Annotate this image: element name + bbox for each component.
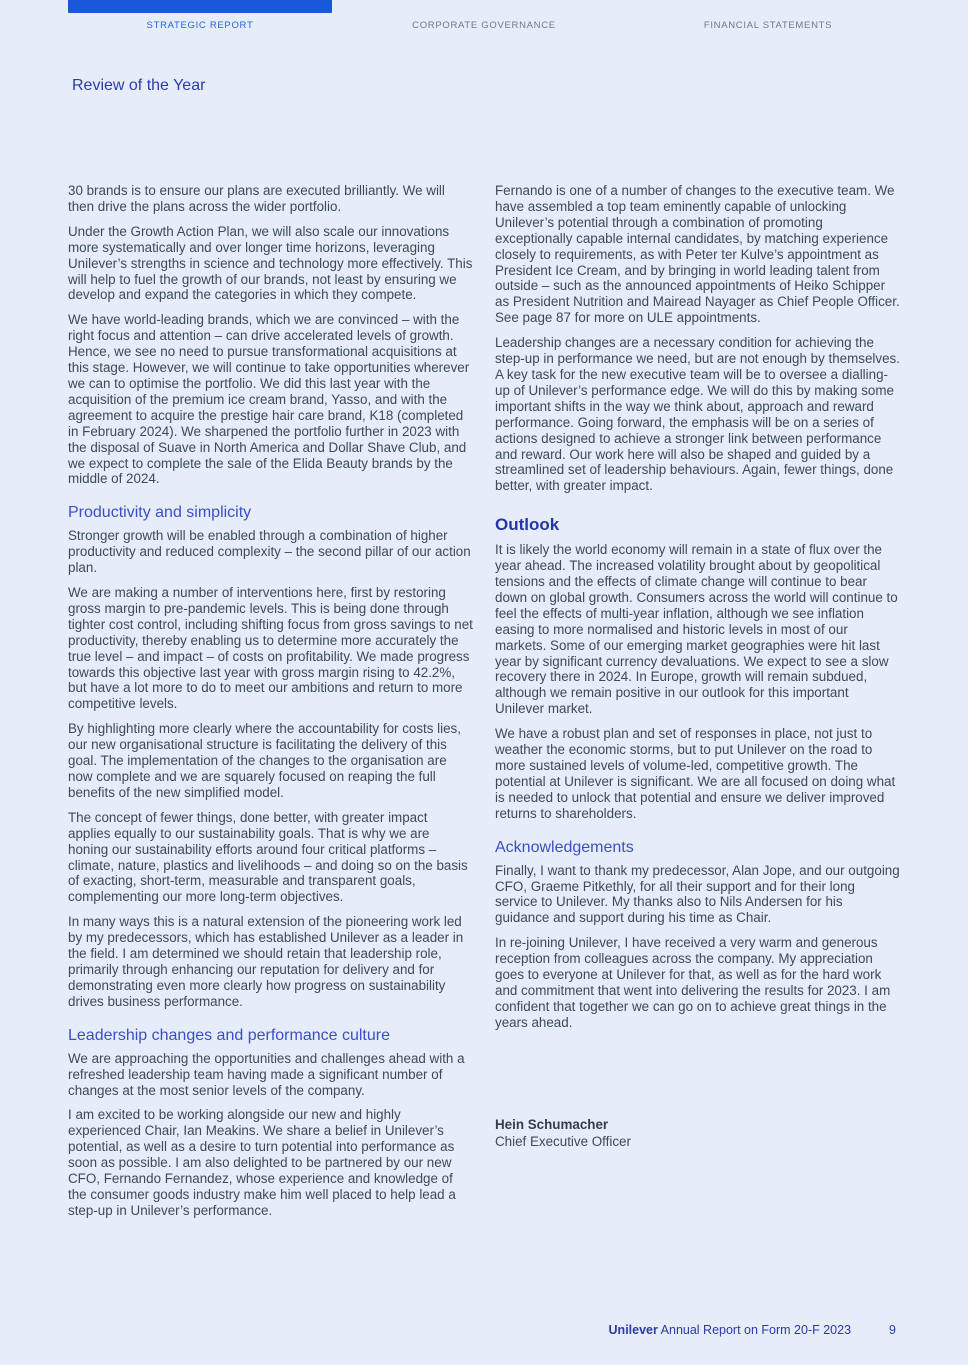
paragraph: Under the Growth Action Plan, we will also scale our innovations more systematically and over longer time horizons, leveraging Unilever’s strengths in science and technology more effectively. This will help to fuel the growth of our brands, not least by ensuring we develop and expand the categories in which they compete. xyxy=(68,223,473,303)
paragraph: We have world-leading brands, which we are convinced – with the right focus and attention – can drive accelerated levels of growth. Hence, we see no need to pursue transformational acquisitions at this stage. However, we will continue to take opportunities wherever we can to optimise the portfolio. We did this last year with the acquisition of the premium ice cream brand, Yasso, and with the agreement to acquire the prestige hair care brand, K18 (completed in February 2024). We sharpened the portfolio further in 2023 with the disposal of Suave in North America and Dollar Shave Club, and we expect to complete the sale of the Elida Beauty brands by the middle of 2024. xyxy=(68,312,470,487)
paragraph: I am excited to be working alongside our new and highly experienced Chair, Ian Meakins. We share a belief in Unilever’s potential, as well as a desire to turn potential into performance as soon as possible. I am also delighted to be partnered by our new CFO, Fernando Fernandez, whose experience and knowledge of the consumer goods industry make him well placed to help lead a step-up in Unilever’s performance. xyxy=(68,1107,456,1218)
paragraph: It is likely the world economy will remain in a state of flux over the year ahead. The increased volatility brought about by geopolitical tensions and the effects of climate change will continue to bear down on global growth. Consumers across the world will continue to feel the effects of multi-year inflation, although we see inflation easing to more normalised and historic levels in most of our markets. Some of our emerging market geographies were hit last year by significant currency devaluations. We expect to see a slow recovery there in 2024. In Europe, growth will remain subdued, although we remain positive in our outlook for this important Unilever market. xyxy=(495,542,898,717)
footer-report-title xyxy=(609,1323,852,1337)
page-title: Review of the Year xyxy=(72,77,206,94)
paragraph: In re-joining Unilever, I have received a very warm and generous reception from colleagues across the company. My appreciation goes to everyone at Unilever for that, as well as for the hard work and commitment that went into delivering the results for 2023. I am confident that together we can go on to achieve great things in the years ahead. xyxy=(495,935,891,1030)
paragraph: Stronger growth will be enabled through a combination of higher productivity and reduced complexity – the second pillar of our action plan. xyxy=(68,528,471,576)
article-body xyxy=(68,183,900,1228)
footer-report-name: Annual Report on Form 20-F 2023 xyxy=(657,1323,852,1337)
paragraph: Fernando is one of a number of changes to the executive team. We have assembled a top team eminently capable of unlocking Unilever’s potential through a combination of promoting exceptionally capable internal candidates, by matching experience closely to requirements, as with Peter ter Kulve’s appointment as President Ice Cream, and by bringing in world leading talent from outside – such as the announced appointments of Heiko Schipper as President Nutrition and Mairead Nayager as Chief People Officer. See page 87 for more on ULE appointments. xyxy=(495,183,900,326)
footer-brand: Unilever xyxy=(608,1323,658,1337)
tab-indicator-slot xyxy=(352,0,616,13)
tab-label: STRATEGIC REPORT xyxy=(146,20,254,31)
section-heading: Leadership changes and performance culture xyxy=(68,1026,390,1044)
active-tab-indicator xyxy=(68,0,332,13)
tab-financial-statements[interactable] xyxy=(636,0,900,33)
paragraph: In many ways this is a natural extension of the pioneering work led by my predecessors, which has established Unilever as a leader in the field. I am determined we should retain that leadership role, primarily through enhancing our reputation for delivery and for demonstrating even more clearly how progress on sustainability drives business performance. xyxy=(68,914,464,1009)
paragraph: The concept of fewer things, done better, with greater impact applies equally to our sustainability goals. That is why we are honing our sustainability efforts around four critical platforms – climate, nature, plastics and livelihoods – and doing so on the basis of exacting, short-term, measurable and transparent goals, complementing our more long-term objectives. xyxy=(68,809,468,905)
signature-name: Hein Schumacher xyxy=(495,1116,609,1132)
page-footer xyxy=(609,1323,896,1337)
paragraph: We are approaching the opportunities and challenges ahead with a refreshed leadership team having made a significant number of changes at the most senior levels of the company. xyxy=(68,1050,465,1098)
paragraph: We are making a number of interventions here, first by restoring gross margin to pre-pandemic levels. This is being done through tighter cost control, including shifting focus from gross savings to net productivity, thereby enabling us to determine more accurately the true level – and impact – of costs on profitability. We made progress towards this objective last year with gross margin rising to 42.2%, but have a lot more to do to meet our ambitions and return to more competitive levels. xyxy=(68,585,473,712)
paragraph: Leadership changes are a necessary condition for achieving the step-up in performance we need, but are not enough by themselves. A key task for the new executive team will be to oversee a dialling-up of Unilever’s performance edge. We will do this by making some important shifts in the way we think about, approach and reward performance. Going forward, the emphasis will be on a series of actions designed to achieve a stronger link between performance and reward. Our work here will also be shaped and guided by a streamlined set of leadership behaviours. Again, fewer things, done better, with greater impact. xyxy=(495,335,900,494)
section-heading: Acknowledgements xyxy=(495,838,634,856)
paragraph: We have a robust plan and set of responses in place, not just to weather the economic storms, but to put Unilever on the road to more sustained levels of volume-led, competitive growth. The potential at Unilever is significant. We are all focused on doing what is needed to unlock that potential and ensure we deliver improved returns to shareholders. xyxy=(495,726,896,821)
tab-label: CORPORATE GOVERNANCE xyxy=(412,20,556,31)
paragraph: 30 brands is to ensure our plans are executed brilliantly. We will then drive the plans across the wider portfolio. xyxy=(68,183,445,214)
page-number: 9 xyxy=(889,1323,896,1337)
tab-corporate-governance[interactable] xyxy=(352,0,616,33)
report-section-nav xyxy=(68,0,900,33)
right-column xyxy=(495,183,900,1228)
tab-strategic-report[interactable] xyxy=(68,0,332,33)
section-heading: Outlook xyxy=(495,515,560,535)
section-heading: Productivity and simplicity xyxy=(68,504,252,522)
left-column xyxy=(68,183,473,1228)
paragraph: Finally, I want to thank my predecessor, Alan Jope, and our outgoing CFO, Graeme Pitkethly, for all their support and for their long service to Unilever. My thanks also to Nils Andersen for his guidance and support during his time as Chair. xyxy=(495,862,900,926)
tab-label: FINANCIAL STATEMENTS xyxy=(703,20,833,31)
signature-title: Chief Executive Officer xyxy=(495,1133,631,1149)
tab-indicator-slot xyxy=(636,0,900,13)
paragraph: By highlighting more clearly where the accountability for costs lies, our new organisational structure is facilitating the delivery of this goal. The implementation of the changes to the organisation are now complete and we are squarely focused on reaping the full benefits of the new simplified model. xyxy=(68,721,461,800)
